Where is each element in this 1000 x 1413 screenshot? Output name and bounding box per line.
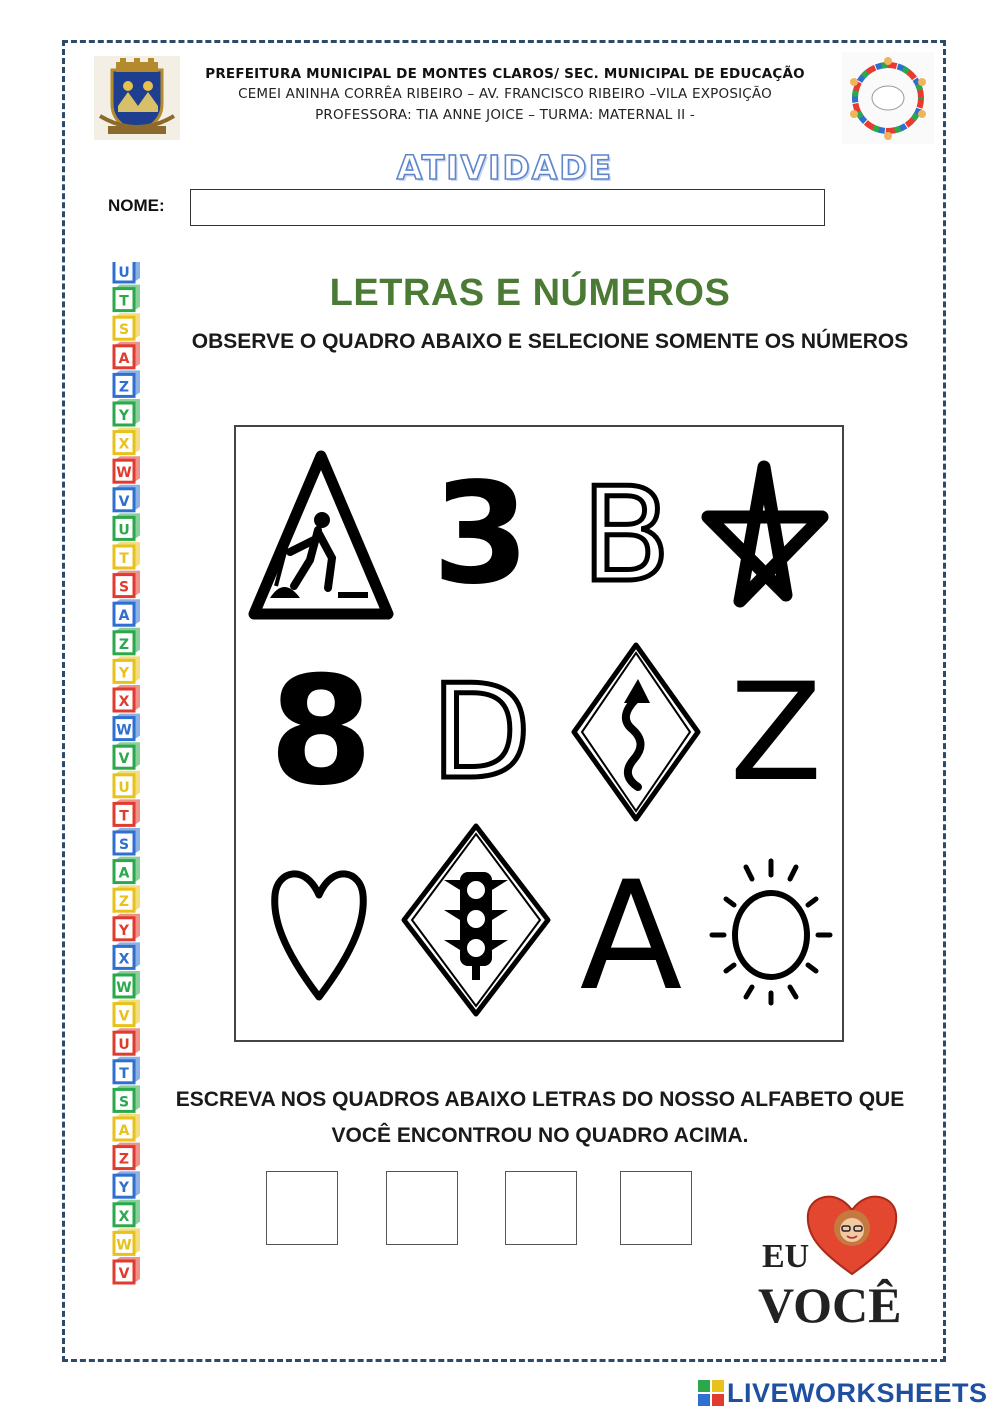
activity-title: ATIVIDADE bbox=[396, 148, 614, 187]
letter-block bbox=[114, 942, 140, 968]
number-8: 8 bbox=[268, 645, 374, 819]
svg-text:A: A bbox=[118, 608, 130, 625]
grid-cell-letter-z[interactable] bbox=[706, 637, 846, 827]
letter-block bbox=[114, 571, 140, 597]
letter-block bbox=[114, 971, 140, 997]
letter-block bbox=[114, 742, 140, 768]
header-line-school: CEMEI ANINHA CORRÊA RIBEIRO – AV. FRANCISCO RIBEIRO –VILA EXPOSIÇÃO bbox=[238, 86, 772, 102]
svg-text:A: A bbox=[118, 350, 130, 367]
grid-cell-traffic-light[interactable] bbox=[396, 817, 556, 1022]
letter-block bbox=[114, 714, 140, 740]
grid-cell-number-3[interactable] bbox=[411, 445, 551, 625]
grid-cell-letter-d[interactable] bbox=[411, 637, 551, 827]
svg-text:U: U bbox=[118, 522, 130, 539]
letter-block bbox=[114, 428, 140, 454]
letter-block bbox=[114, 1200, 140, 1226]
letter-block bbox=[114, 628, 140, 654]
question-2-line-1: ESCREVA NOS QUADROS ABAIXO LETRAS DO NOSSO ALFABETO QUE bbox=[175, 1088, 905, 1111]
grid-cell-letter-b[interactable] bbox=[556, 445, 696, 625]
heart-icon bbox=[269, 857, 369, 1007]
svg-text:Y: Y bbox=[118, 1180, 130, 1197]
svg-text:X: X bbox=[118, 1208, 130, 1225]
letter-block bbox=[114, 685, 140, 711]
letter-block bbox=[114, 542, 140, 568]
star-icon bbox=[694, 455, 834, 615]
grid-cell-star[interactable] bbox=[691, 445, 836, 625]
svg-text:S: S bbox=[118, 837, 130, 853]
letter-block bbox=[114, 313, 140, 339]
letter-block bbox=[114, 828, 140, 854]
answer-input-2[interactable] bbox=[387, 1172, 461, 1246]
teacher-heart-icon bbox=[804, 1190, 900, 1276]
letter-b: B bbox=[581, 459, 671, 611]
grid-cell-heart[interactable] bbox=[251, 842, 386, 1022]
letter-block bbox=[114, 1228, 140, 1254]
letter-block bbox=[114, 342, 140, 368]
instruction-text: OBSERVE O QUADRO ABAIXO E SELECIONE SOMENTE OS NÚMEROS bbox=[191, 330, 909, 353]
question-2-text bbox=[170, 1082, 910, 1154]
svg-text:U: U bbox=[118, 265, 130, 281]
grid-cell-work-sign[interactable] bbox=[246, 445, 396, 625]
letter-block bbox=[114, 1143, 140, 1169]
letter-d: D bbox=[430, 656, 532, 808]
letter-a: A bbox=[579, 850, 683, 1024]
letter-block bbox=[114, 857, 140, 883]
answer-input-1[interactable] bbox=[267, 1172, 341, 1246]
svg-text:X: X bbox=[118, 436, 130, 453]
grid-cell-number-8[interactable] bbox=[256, 637, 386, 827]
svg-text:A: A bbox=[118, 1123, 130, 1139]
eu-label: EU bbox=[762, 1238, 810, 1275]
svg-text:Y: Y bbox=[118, 408, 130, 424]
letter-block bbox=[114, 513, 140, 539]
svg-text:Z: Z bbox=[118, 379, 130, 396]
svg-text:X: X bbox=[118, 694, 130, 710]
svg-text:W: W bbox=[116, 980, 132, 996]
letter-block bbox=[114, 285, 140, 311]
letter-block bbox=[114, 1057, 140, 1083]
svg-text:W: W bbox=[116, 722, 132, 739]
svg-text:V: V bbox=[118, 751, 130, 768]
answer-input-3[interactable] bbox=[506, 1172, 580, 1246]
letter-block bbox=[114, 771, 140, 797]
svg-text:A: A bbox=[118, 865, 130, 882]
svg-text:Z: Z bbox=[118, 1151, 130, 1168]
symbols-grid bbox=[234, 425, 844, 1042]
svg-text:V: V bbox=[118, 493, 130, 510]
liveworksheets-logo bbox=[698, 1378, 998, 1408]
svg-text:S: S bbox=[118, 1094, 130, 1111]
grid-cell-sun[interactable] bbox=[701, 837, 841, 1027]
worksheet-title: LETRAS E NÚMEROS bbox=[329, 272, 731, 314]
svg-text:U: U bbox=[118, 779, 130, 796]
name-field[interactable] bbox=[190, 189, 825, 226]
letter-block bbox=[114, 599, 140, 625]
alphabet-blocks-border bbox=[110, 262, 144, 1286]
svg-text:X: X bbox=[118, 951, 130, 968]
letter-block bbox=[114, 656, 140, 682]
answer-box-4[interactable] bbox=[620, 1171, 692, 1245]
letter-block bbox=[114, 885, 140, 911]
grid-cell-winding-road[interactable] bbox=[561, 637, 711, 827]
traffic-light-sign-icon bbox=[398, 820, 554, 1020]
svg-text:V: V bbox=[118, 1008, 130, 1025]
answer-box-2[interactable] bbox=[386, 1171, 458, 1245]
svg-text:V: V bbox=[118, 1266, 130, 1282]
letter-block bbox=[114, 914, 140, 940]
letter-block bbox=[114, 1257, 140, 1283]
header-line-prefeitura: PREFEITURA MUNICIPAL DE MONTES CLAROS/ SEC. MUNICIPAL DE EDUCAÇÃO bbox=[205, 66, 805, 82]
letter-block bbox=[114, 370, 140, 396]
svg-text:T: T bbox=[119, 293, 129, 310]
svg-text:S: S bbox=[118, 322, 130, 339]
svg-text:Z: Z bbox=[118, 894, 130, 911]
svg-text:S: S bbox=[118, 579, 130, 596]
letter-block bbox=[114, 262, 140, 282]
header-line-teacher: PROFESSORA: TIA ANNE JOICE – TURMA: MATERNAL II - bbox=[315, 107, 695, 123]
liveworksheets-icon bbox=[698, 1380, 724, 1406]
answer-box-3[interactable] bbox=[505, 1171, 577, 1245]
grid-cell-letter-a[interactable] bbox=[561, 847, 701, 1027]
question-2-line-2: VOCÊ ENCONTROU NO QUADRO ACIMA. bbox=[331, 1124, 749, 1147]
svg-text:Z: Z bbox=[118, 636, 130, 653]
svg-text:W: W bbox=[116, 465, 132, 482]
letter-block bbox=[114, 799, 140, 825]
svg-text:T: T bbox=[119, 551, 129, 567]
letter-z: Z bbox=[729, 653, 823, 811]
letter-block bbox=[114, 1114, 140, 1140]
answer-box-1[interactable] bbox=[266, 1171, 338, 1245]
answer-input-4[interactable] bbox=[621, 1172, 695, 1246]
voce-label: VOCÊ bbox=[758, 1277, 902, 1333]
svg-text:Y: Y bbox=[118, 922, 130, 939]
letter-block bbox=[114, 485, 140, 511]
number-3: 3 bbox=[432, 453, 530, 616]
letter-block bbox=[114, 1171, 140, 1197]
city-crest-icon bbox=[94, 56, 180, 140]
letter-block bbox=[114, 399, 140, 425]
name-label: NOME: bbox=[108, 196, 165, 215]
work-sign-icon bbox=[248, 448, 394, 622]
winding-road-sign-icon bbox=[566, 637, 706, 827]
letter-block bbox=[114, 1028, 140, 1054]
sun-icon bbox=[706, 847, 836, 1017]
svg-text:W: W bbox=[116, 1237, 132, 1254]
letter-block bbox=[114, 456, 140, 482]
letter-block bbox=[114, 1085, 140, 1111]
svg-text:U: U bbox=[118, 1037, 130, 1054]
school-logo-icon bbox=[842, 52, 934, 144]
svg-text:T: T bbox=[119, 1065, 129, 1082]
svg-text:Y: Y bbox=[118, 665, 130, 682]
letter-block bbox=[114, 1000, 140, 1026]
liveworksheets-brand-text: LIVEWORKSHEETS bbox=[727, 1377, 988, 1408]
svg-text:T: T bbox=[119, 808, 129, 825]
